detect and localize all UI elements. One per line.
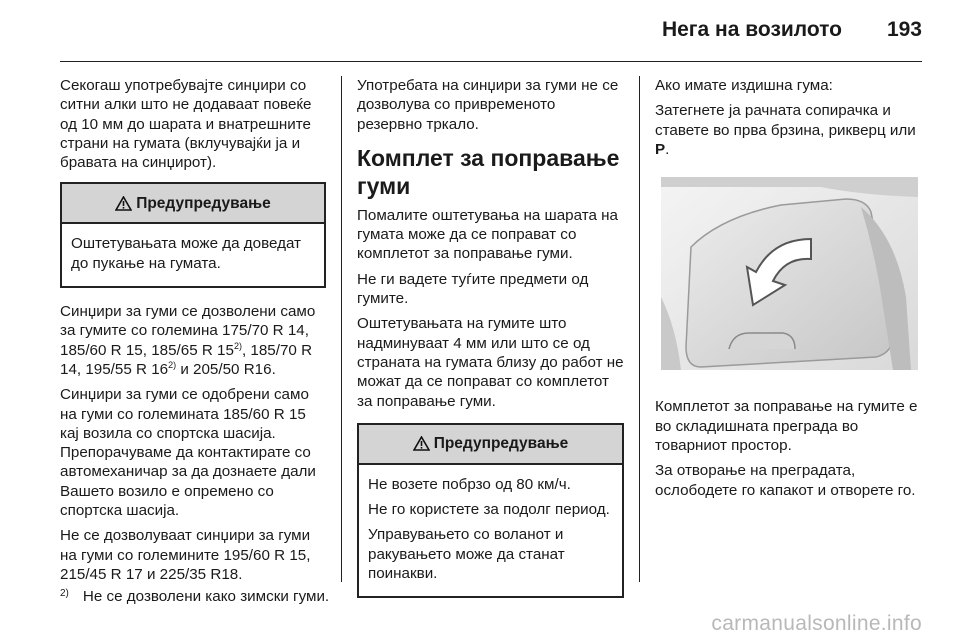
warning-body	[62, 224, 324, 286]
column-2	[357, 76, 624, 612]
paragraph	[655, 101, 921, 159]
warning-text: Управувањето со воланот и ракувањето може да станат поинакви.	[368, 526, 565, 583]
paragraph: Комплетот за поправање на гумите е во складишната преграда во товарниот простор.	[655, 398, 918, 455]
header-title: Нега на возилото	[661, 18, 842, 41]
footnote-mark: 2)	[60, 588, 69, 599]
paragraph: Синџири за гуми се одобрени само на гуми со големината 185/60 R 15 кај возила со спортска шасија. Препорачуваме да контактирате со автомеханичар за да дознаете дали Вашето возило е опремено со спортска шасија.	[60, 386, 316, 520]
section-heading: Комплет за поправање гуми	[357, 144, 620, 199]
page-number: 193	[886, 18, 922, 41]
text-run: Затегнете ја рачната сопирачка и ставете во прва брзина, рикверц или	[655, 102, 916, 139]
warning-triangle-icon	[115, 196, 132, 211]
cargo-compartment-illustration	[661, 177, 918, 370]
paragraph: Помалите оштетувања на шарата на гумата може да се поправат со комплетот за поправање гуми.	[357, 206, 619, 263]
text-run: Синџири за гуми се дозволени само за гумите со големина 175/70 R 14, 185/60 R 15, 185/65 R 15	[60, 303, 316, 359]
warning-body	[359, 465, 622, 596]
column-divider-1	[341, 76, 342, 582]
warning-header	[62, 184, 324, 224]
warning-text: Не возете побрзо од 80 км/ч.	[368, 475, 571, 493]
paragraph: Секогаш употребувајте синџири со ситни алки што не додаваат повеќе од 10 мм до шарата и внатрешните страни на гумата (вклучувајќи ја и бравата на синџирот).	[60, 77, 312, 172]
warning-header	[359, 425, 622, 465]
column-divider-2	[639, 76, 640, 582]
text-run: .	[665, 140, 670, 158]
paragraph: За отворање на преградата, ослободете го капакот и отворете го.	[655, 462, 916, 499]
paragraph: Не се дозволуваат синџири за гуми на гуми со големините 195/60 R 15, 215/45 R 17 и 225/35 R18.	[60, 527, 311, 583]
paragraph: Не ги вадете туѓите предмети од гумите.	[357, 270, 589, 308]
warning-text: Оштетувањата може да доведат до пукање на гумата.	[71, 235, 302, 272]
column-1	[60, 76, 326, 590]
warning-text: Не го користете за подолг период.	[368, 501, 610, 519]
footnote-ref: 2)	[168, 359, 177, 370]
text-run: и 205/50 R16.	[176, 360, 276, 378]
warning-box	[60, 182, 326, 288]
warning-title: Предупредување	[433, 435, 569, 453]
text-run: , 185/70 R 14, 195/55 R 16	[60, 341, 313, 378]
footnote	[60, 588, 329, 605]
paragraph: Употребата на синџири за гуми не се дозволува со привременото резервно тркало.	[357, 77, 619, 133]
paragraph: Ако имате издишна гума:	[655, 77, 833, 94]
paragraph: Оштетувањата на гумите што надминуваат 4 мм или што се од страната на гумата близу до работ не можат да се поправат со комплетот за поправање гуми.	[357, 315, 624, 410]
warning-box	[357, 423, 624, 598]
gear-p-label: P	[655, 140, 666, 158]
page-header	[0, 0, 960, 60]
header-rule	[60, 61, 922, 62]
warning-title: Предупредување	[136, 194, 271, 212]
column-3	[655, 76, 921, 506]
footnote-text: Не се дозволени како зимски гуми.	[82, 588, 330, 605]
paragraph	[60, 302, 326, 379]
watermark: carmanualsonline.info	[711, 612, 922, 635]
footnote-ref: 2)	[233, 340, 242, 351]
warning-triangle-icon	[413, 436, 430, 451]
